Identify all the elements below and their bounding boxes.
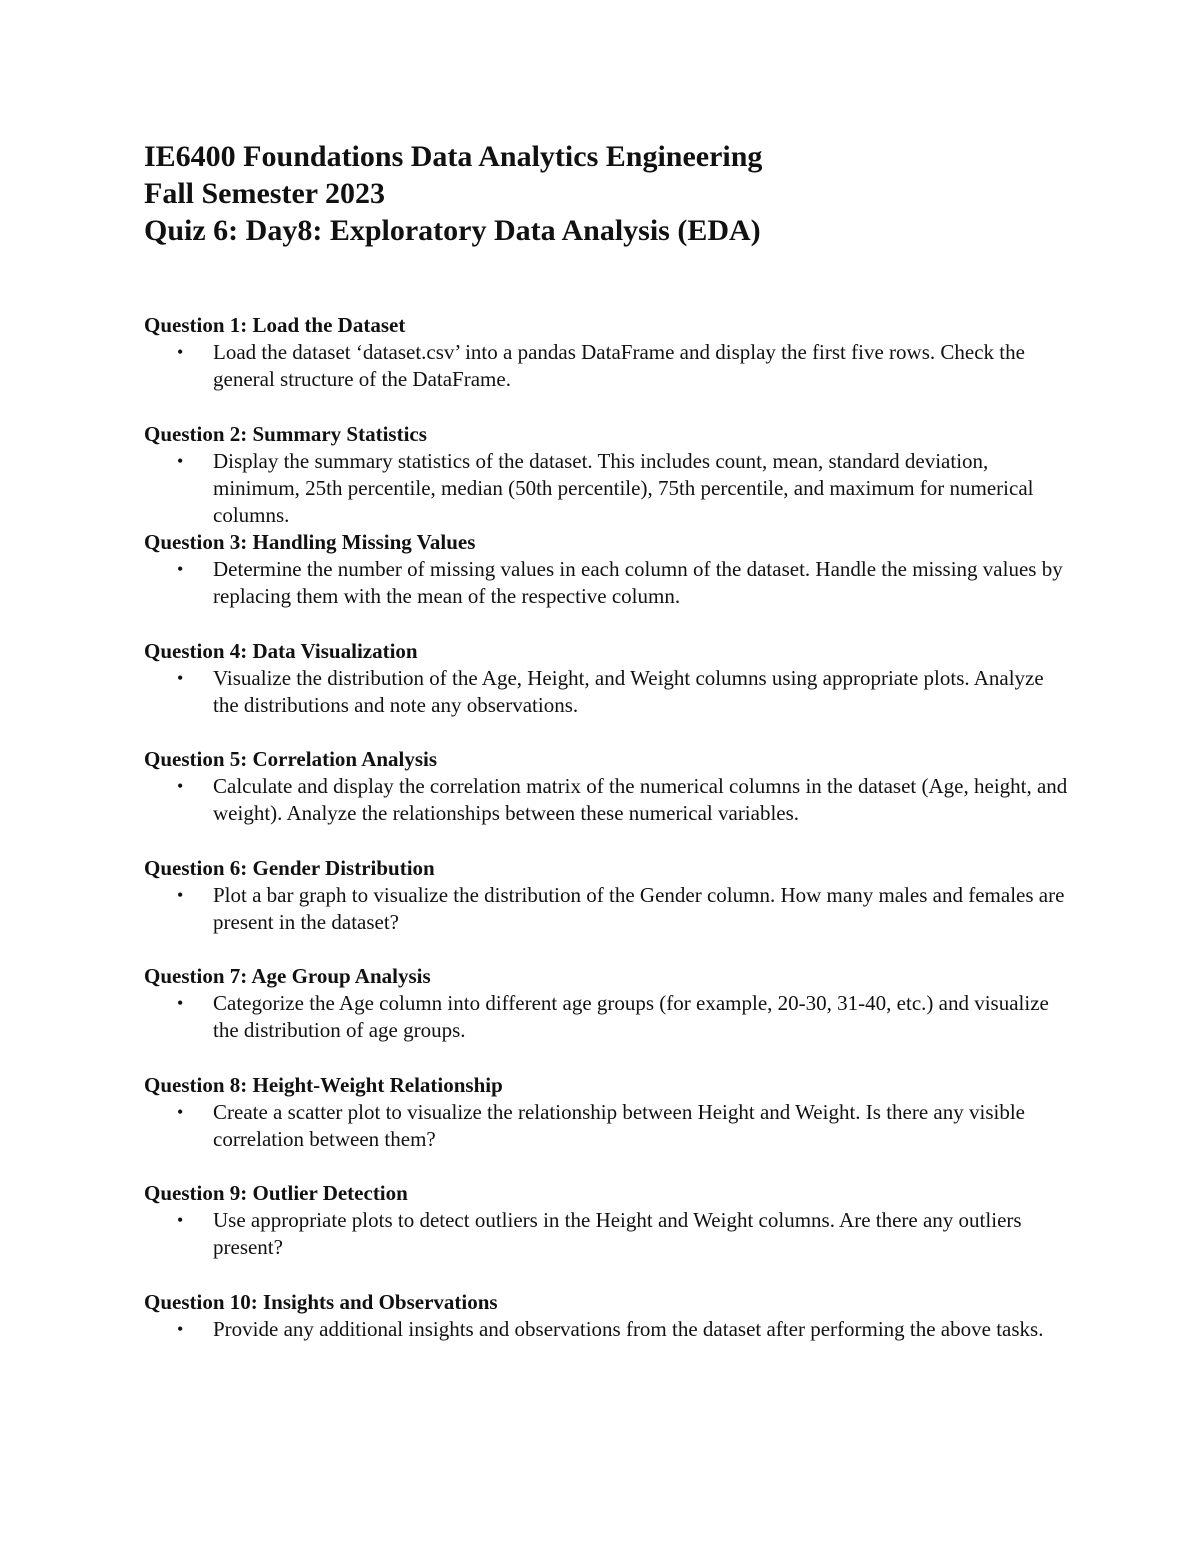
question-bullet-item bbox=[144, 1316, 1074, 1343]
bullet-icon: • bbox=[177, 993, 184, 1013]
bullet-icon: • bbox=[177, 667, 184, 688]
question-title: Question 8: Height-Weight Relationship bbox=[144, 1072, 503, 1097]
question-list bbox=[144, 312, 1074, 1397]
question-bullet-item bbox=[144, 773, 1074, 827]
question-bullet-item bbox=[144, 556, 1074, 610]
question-7 bbox=[144, 963, 1074, 1072]
question-text: Categorize the Age column into different age groups (for example, 20-30, 31-40, etc.) and visualize the distribution of age groups. bbox=[213, 991, 1049, 1042]
bullet-icon: • bbox=[177, 776, 184, 796]
question-title: Question 6: Gender Distribution bbox=[144, 855, 435, 880]
question-4 bbox=[144, 638, 1074, 747]
semester-title: Fall Semester 2023 bbox=[144, 177, 386, 210]
question-title: Question 1: Load the Dataset bbox=[144, 313, 406, 337]
question-text: Visualize the distribution of the Age, Height, and Weight columns using appropriate plots. Analyze the distributions and note any observations. bbox=[213, 665, 1044, 717]
quiz-title: Quiz 6: Day8: Exploratory Data Analysis (EDA) bbox=[144, 214, 761, 247]
course-title: IE6400 Foundations Data Analytics Engineering bbox=[144, 140, 763, 173]
question-text: Load the dataset ‘dataset.csv’ into a pandas DataFrame and display the first five rows. Check the general structure of the DataFrame. bbox=[213, 340, 1025, 391]
question-bullet-item bbox=[144, 882, 1074, 936]
question-bullet-item bbox=[144, 665, 1074, 719]
question-1 bbox=[144, 312, 1074, 421]
question-5 bbox=[144, 746, 1074, 855]
question-10 bbox=[144, 1289, 1074, 1398]
question-text: Display the summary statistics of the dataset. This includes count, mean, standard deviation, minimum, 25th percentile, median (50th percentile), 75th percentile, and maximum for numerical columns. bbox=[213, 448, 1034, 527]
question-bullet-item bbox=[144, 990, 1074, 1044]
question-bullet-item bbox=[144, 448, 1074, 529]
question-2 bbox=[144, 421, 1074, 530]
question-text: Plot a bar graph to visualize the distribution of the Gender column. How many males and females are present in the dataset? bbox=[213, 882, 1065, 934]
bullet-icon: • bbox=[177, 884, 184, 905]
question-title: Question 3: Handling Missing Values bbox=[144, 530, 476, 554]
question-bullet-item bbox=[144, 339, 1074, 393]
question-title: Question 7: Age Group Analysis bbox=[144, 964, 431, 988]
bullet-icon: • bbox=[177, 1210, 184, 1230]
question-bullet-item bbox=[144, 1207, 1074, 1261]
question-text: Determine the number of missing values in each column of the dataset. Handle the missing values by replacing them with the mean of the respective column. bbox=[213, 557, 1063, 608]
document-header bbox=[144, 138, 1104, 249]
question-title: Question 2: Summary Statistics bbox=[144, 421, 427, 446]
bullet-icon: • bbox=[177, 1101, 184, 1122]
question-bullet-item bbox=[144, 1099, 1074, 1153]
bullet-icon: • bbox=[177, 450, 184, 471]
question-text: Create a scatter plot to visualize the relationship between Height and Weight. Is there any visible correlation between them? bbox=[213, 1099, 1025, 1151]
question-3 bbox=[144, 529, 1074, 638]
question-title: Question 10: Insights and Observations bbox=[144, 1289, 498, 1314]
question-title: Question 5: Correlation Analysis bbox=[144, 747, 438, 771]
question-title: Question 4: Data Visualization bbox=[144, 638, 418, 663]
question-6 bbox=[144, 855, 1074, 964]
bullet-icon: • bbox=[177, 1318, 184, 1339]
question-text: Provide any additional insights and observations from the dataset after performing the above tasks. bbox=[213, 1316, 1044, 1341]
question-text: Use appropriate plots to detect outliers in the Height and Weight columns. Are there any outliers present? bbox=[213, 1208, 1022, 1259]
question-8 bbox=[144, 1072, 1074, 1181]
bullet-icon: • bbox=[177, 559, 184, 579]
bullet-icon: • bbox=[177, 342, 184, 362]
question-title: Question 9: Outlier Detection bbox=[144, 1181, 408, 1205]
question-text: Calculate and display the correlation matrix of the numerical columns in the dataset (Age, height, and weight). Analyze the relationships between these numerical variables. bbox=[213, 774, 1068, 825]
question-9 bbox=[144, 1180, 1074, 1289]
